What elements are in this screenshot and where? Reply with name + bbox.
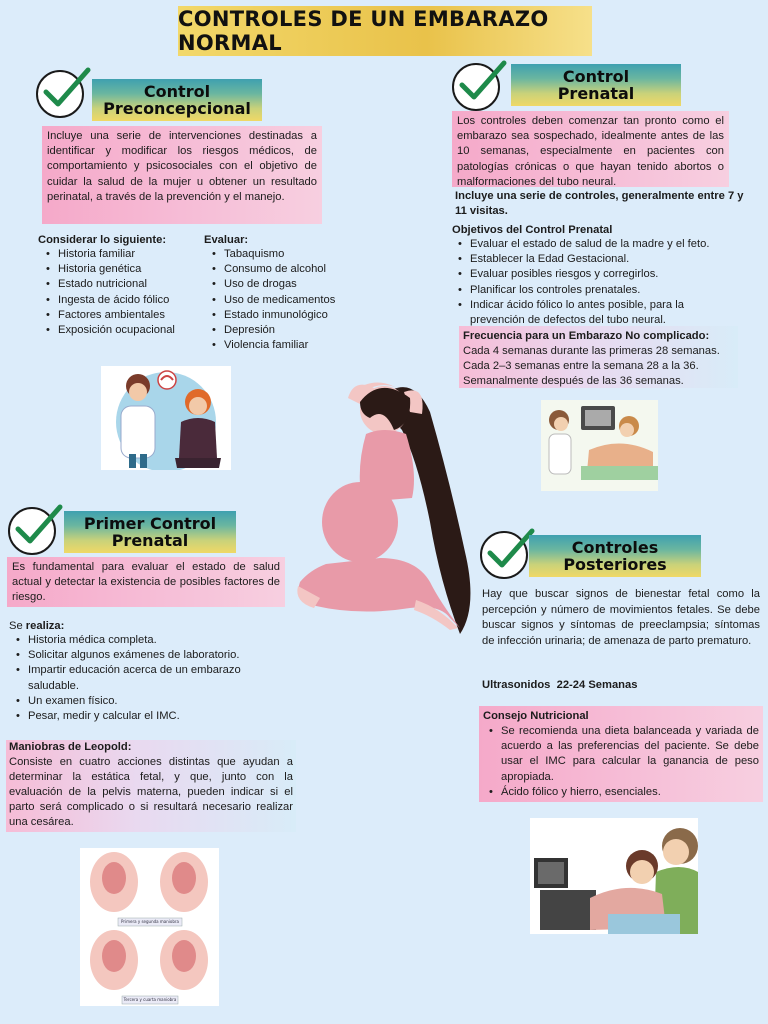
check-icon [8,507,56,555]
list-item: • Evaluar posibles riesgos y corregirlos. [452,267,722,282]
frequency-title: Frecuencia para un Embarazo No complicado: [463,330,710,342]
list-item: • Estado nutricional [40,277,200,292]
list-item: • Exposición ocupacional [40,323,200,338]
realiza-bold: realiza: [25,620,65,632]
couple-ultrasound-illustration [530,818,698,934]
preconcepcional-heading [92,79,262,121]
heading-line: Posteriores [563,555,667,574]
evaluate-title: Evaluar: [204,234,249,246]
list-item: • Violencia familiar [206,338,356,353]
heading-line: Prenatal [557,84,635,103]
list-item: • Tabaquismo [206,247,356,262]
frequency-line: Semanalmente después de las 36 semanas. [463,375,684,387]
frequency-line: Cada 2–3 semanas entre la semana 28 a la 36. [463,360,699,372]
list-item: • Establecer la Edad Gestacional. [452,252,722,267]
list-item: • Historia familiar [40,247,200,262]
leopold-text: Consiste en cuatro acciones distintas que ayudan a determinar la estática fetal, y que, junto con la evaluación de la pelvis materna, pueden indicar si el parto será complicado o si resultará necesario realizar una cesárea. [9,756,293,828]
check-icon [452,63,500,111]
realiza-title [9,619,64,634]
heading-line: Controles [571,538,659,557]
doctor-patient-illustration [101,366,231,470]
ultrasound-illustration [541,400,658,491]
pregnant-woman-illustration [290,372,480,650]
prenatal-visits: Incluye una serie de controles, generalmente entre 7 y 11 visitas. [455,190,744,217]
heading-line: Control [562,67,630,86]
objectives-title: Objetivos del Control Prenatal [452,224,613,236]
nutrition-title: Consejo Nutricional [483,710,589,722]
list-item: • Pesar, medir y calcular el IMC. [10,709,285,724]
leopold-box [6,740,296,832]
list-item: • Historia genética [40,262,200,277]
prenatal-intro: Los controles deben comenzar tan pronto como el embarazo sea sospechado, idealmente antes de las 10 semanas, especialmente en pacientes con patologías crónicas o que hayan tenido abortos o malformaciones del tubo neural. [452,111,729,187]
primer-list [10,633,285,724]
list-item: • Depresión [206,323,356,338]
primer-heading [64,511,236,553]
heading-line: Prenatal [111,531,189,550]
list-item: • Ingesta de ácido fólico [40,293,200,308]
list-item: • Solicitar algunos exámenes de laboratorio. [10,648,285,663]
nutrition-list [483,724,759,800]
list-item: • Uso de drogas [206,277,356,292]
posteriores-heading [529,535,701,577]
leopold-maneuvers-illustration [80,848,219,1006]
check-icon [36,70,84,118]
realiza-prefix: Se [9,620,26,632]
posteriores-intro: Hay que buscar signos de bienestar fetal como la percepción y número de movimientos fetales. Se debe buscar signos y síntomas de preeclampsia; síntomas de infección urinaria; de amenaza de parto prematuro. [482,588,760,647]
list-item: • Ácido fólico y hierro, esenciales. [483,785,759,800]
title-banner [178,6,592,56]
leopold-caption: Primera y segunda maniobra [121,919,179,924]
evaluate-list [206,247,356,353]
primer-intro: Es fundamental para evaluar el estado de salud actual y detectar la existencia de posibles factores de riesgo. [7,557,285,607]
list-item: • Evaluar el estado de salud de la madre y el feto. [452,237,722,252]
page-title: CONTROLES DE UN EMBARAZO NORMAL [178,7,549,55]
list-item: • Planificar los controles prenatales. [452,283,722,298]
consider-title: Considerar lo siguiente: [38,234,167,246]
list-item: • Consumo de alcohol [206,262,356,277]
list-item: • Estado inmunológico [206,308,356,323]
nutrition-box [479,706,763,802]
list-item: • Se recomienda una dieta balanceada y variada de acuerdo a las preferencias del paciente. Se debe usar el IMC para calcular la ganancia de peso apropiada. [483,724,759,785]
heading-line: Preconcepcional [103,99,251,118]
list-item: • Historia médica completa. [10,633,285,648]
frequency-line: Cada 4 semanas durante las primeras 28 semanas. [463,345,720,357]
list-item: • Impartir educación acerca de un embarazo saludable. [10,663,285,693]
consider-list [40,247,200,338]
list-item: • Factores ambientales [40,308,200,323]
leopold-title: Maniobras de Leopold: [9,741,132,753]
objectives-list [452,237,722,328]
ultrasound-label: Ultrasonidos 22-24 Semanas [482,679,638,691]
preconcepcional-intro: Incluye una serie de intervenciones destinadas a identificar y modificar los riesgos médicos, de comportamiento y psicosociales con el objetivo de cuidar la salud de la mujer u obtener un resultado perinatal, a través de la prevención y el manejo. [42,126,322,224]
frequency-box [459,326,738,388]
leopold-caption: Tercera y cuarta maniobra [123,997,177,1002]
check-icon [480,531,528,579]
list-item: • Indicar ácido fólico lo antes posible, para la prevención de defectos del tubo neural. [452,298,722,328]
heading-line: Primer Control [83,514,217,533]
list-item: • Uso de medicamentos [206,293,356,308]
heading-line: Control [143,82,211,101]
list-item: • Un examen físico. [10,694,285,709]
prenatal-heading [511,64,681,106]
